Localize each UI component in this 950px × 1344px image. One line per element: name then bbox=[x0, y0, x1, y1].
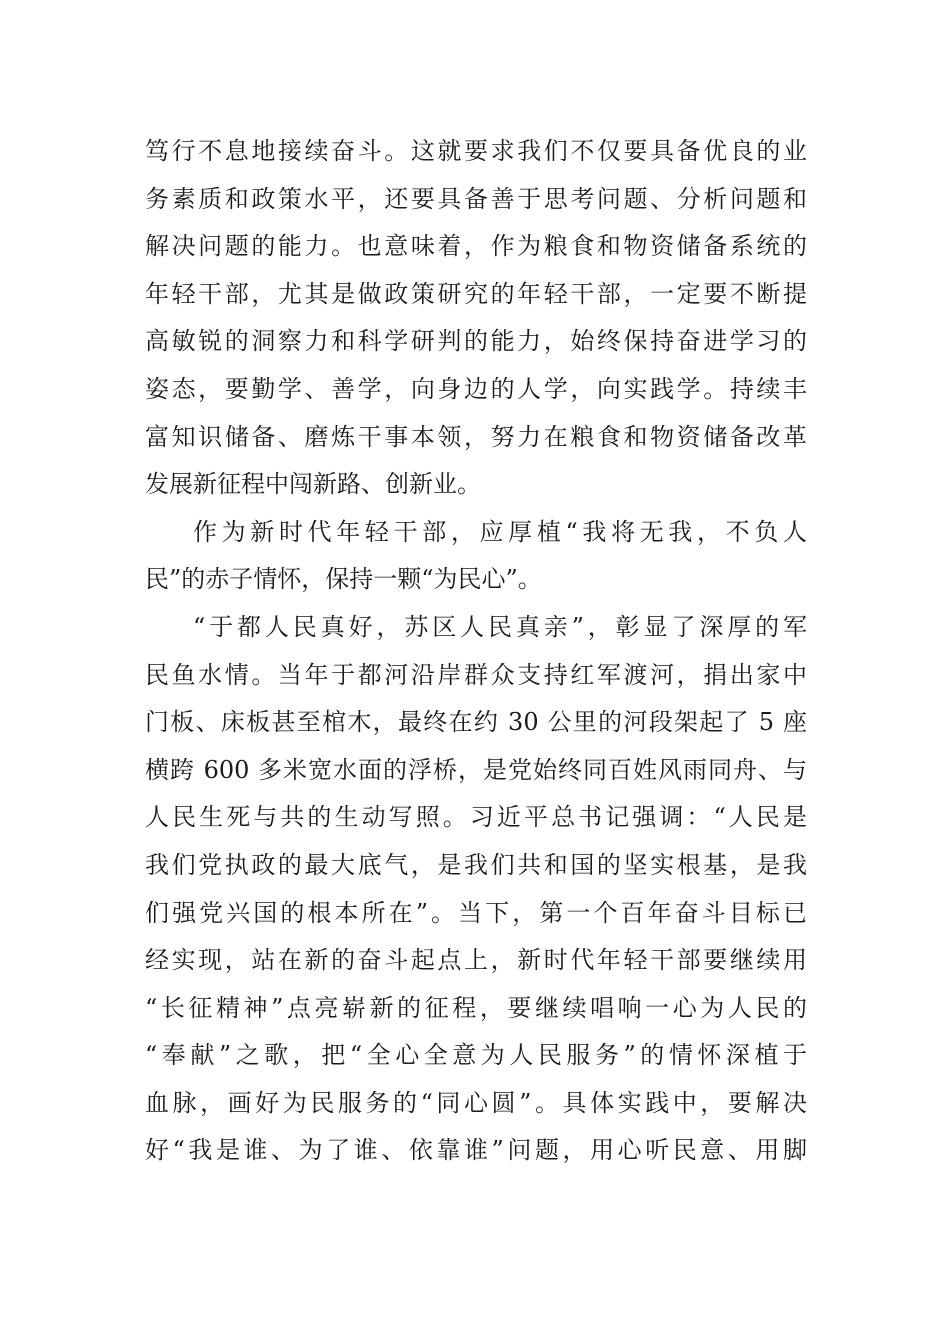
body-text bbox=[145, 128, 807, 1175]
text-line: 横跨 600 多米宽水面的浮桥，是党始终同百姓风雨同舟、与 bbox=[145, 755, 807, 784]
text-line: 民”的赤子情怀，保持一颗“为民心”。 bbox=[145, 565, 542, 594]
text-line: 人民生死与共的生动写照。习近平总书记强调：“人民是 bbox=[145, 803, 807, 832]
text-line: 们强党兴国的根本所在”。当下，第一个百年奋斗目标已 bbox=[145, 898, 807, 927]
text-line: 务素质和政策水平，还要具备善于思考问题、分析问题和 bbox=[145, 184, 807, 213]
text-line: “于都人民真好，苏区人民真亲”，彰显了深厚的军 bbox=[193, 612, 807, 641]
text-line: 经实现，站在新的奋斗起点上，新时代年轻干部要继续用 bbox=[145, 946, 807, 975]
text-line: 我们党执政的最大底气，是我们共和国的坚实根基，是我 bbox=[145, 850, 807, 879]
text-line: 好“我是谁、为了谁、依靠谁”问题，用心听民意、用脚 bbox=[145, 1136, 807, 1165]
text-line: “奉献”之歌，把“全心全意为人民服务”的情怀深植于 bbox=[145, 1041, 807, 1070]
text-line: 门板、床板甚至棺木，最终在约 30 公里的河段架起了 5 座 bbox=[145, 708, 807, 737]
text-line: 解决问题的能力。也意味着，作为粮食和物资储备系统的 bbox=[145, 232, 807, 261]
text-line: 年轻干部，尤其是做政策研究的年轻干部，一定要不断提 bbox=[145, 279, 807, 308]
text-line: 血脉，画好为民服务的“同心圆”。具体实践中，要解决 bbox=[145, 1088, 807, 1117]
text-line: 富知识储备、磨炼干事本领，努力在粮食和物资储备改革 bbox=[145, 422, 807, 451]
text-line: 作为新时代年轻干部，应厚植“我将无我，不负人 bbox=[193, 517, 807, 546]
text-line: 笃行不息地接续奋斗。这就要求我们不仅要具备优良的业 bbox=[145, 137, 807, 165]
text-line: “长征精神”点亮崭新的征程，要继续唱响一心为人民的 bbox=[145, 993, 807, 1022]
text-line: 姿态，要勤学、善学，向身边的人学，向实践学。持续丰 bbox=[145, 374, 807, 403]
text-line: 发展新征程中闯新路、创新业。 bbox=[145, 470, 481, 499]
text-line: 高敏锐的洞察力和科学研判的能力，始终保持奋进学习的 bbox=[145, 327, 807, 356]
text-line: 民鱼水情。当年于都河沿岸群众支持红军渡河，捐出家中 bbox=[145, 660, 807, 689]
